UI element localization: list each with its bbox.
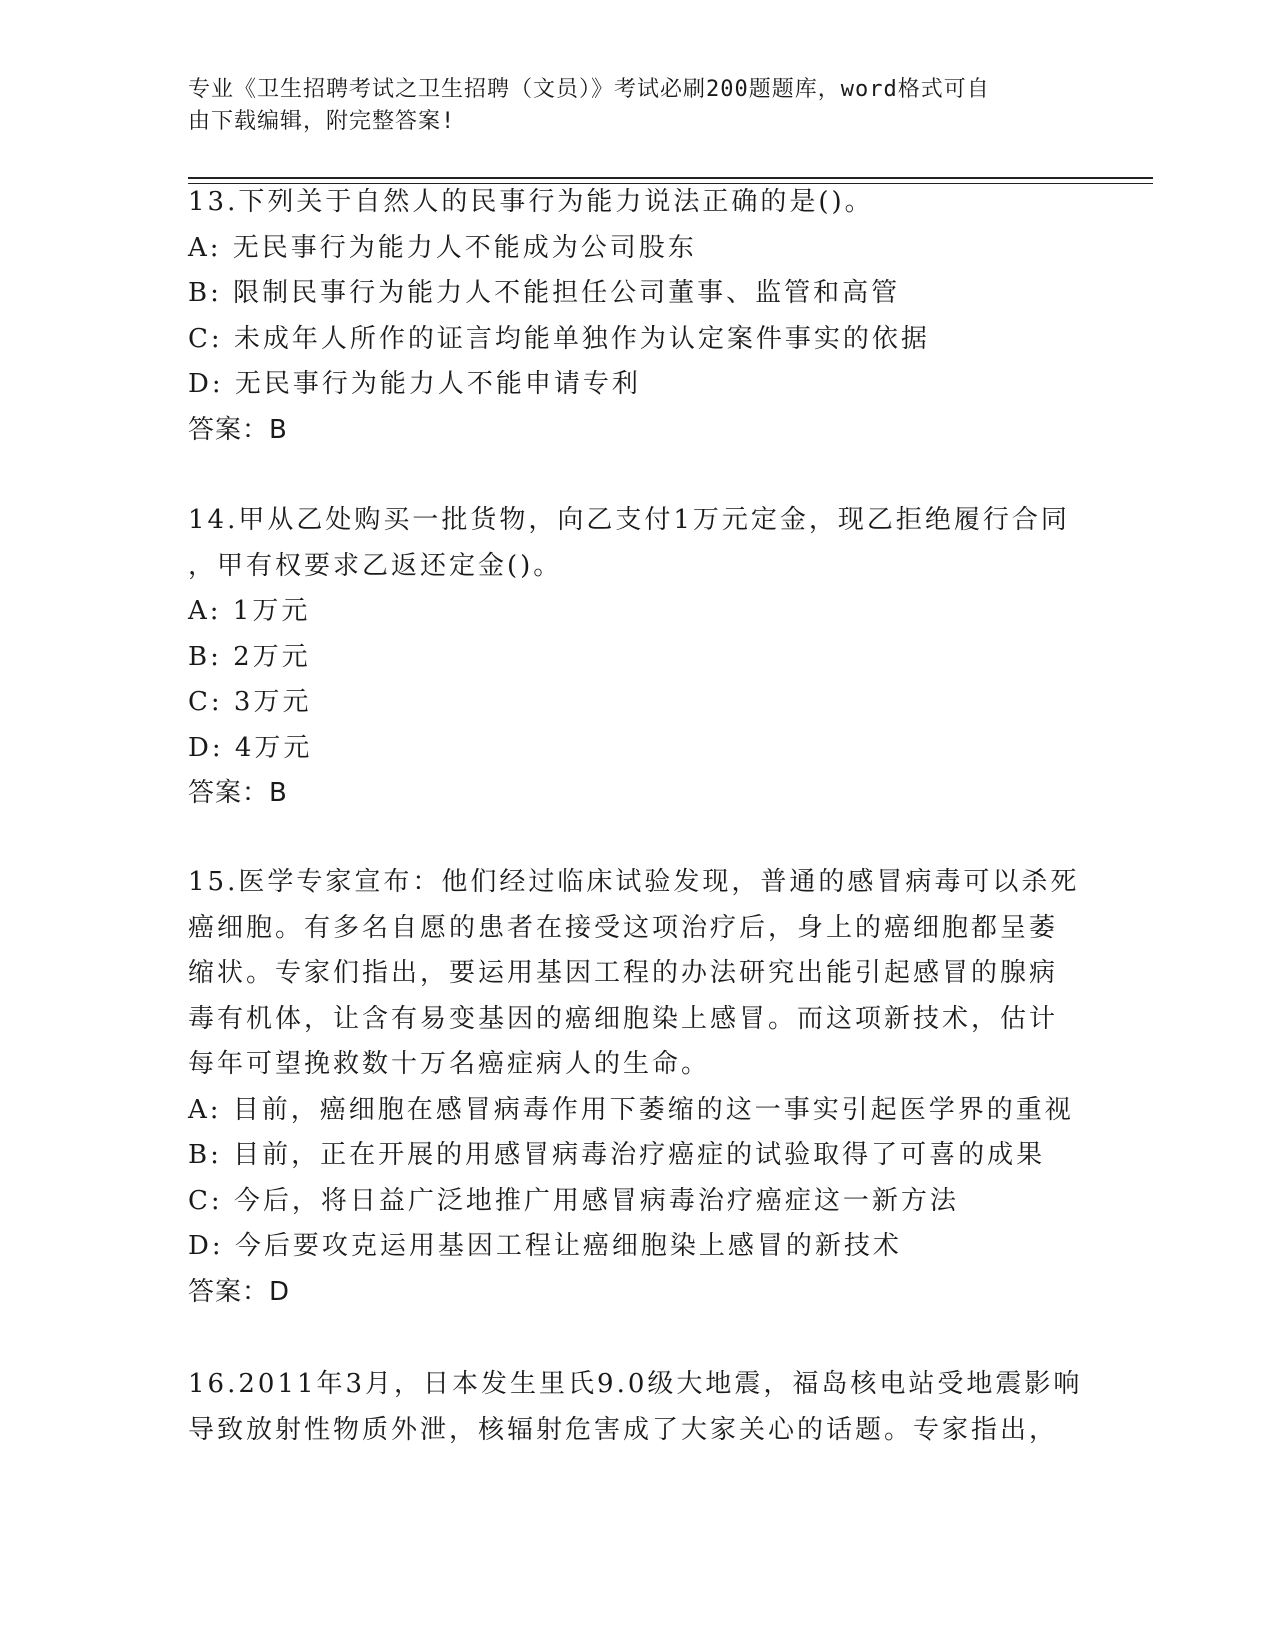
option-a: A: 无民事行为能力人不能成为公司股东 [188, 232, 697, 263]
question-stem: 缩状。专家们指出，要运用基因工程的办法研究出能引起感冒的腺病 [188, 958, 1059, 988]
option-c: C: 今后，将日益广泛地推广用感冒病毒治疗癌症这一新方法 [188, 1185, 959, 1216]
question-stem: ，甲有权要求乙返还定金()。 [188, 550, 563, 581]
option-b: B: 限制民事行为能力人不能担任公司董事、监管和高管 [188, 278, 901, 308]
option-d: D: 无民事行为能力人不能申请专利 [188, 369, 641, 399]
option-a: A: 目前，癌细胞在感冒病毒作用下萎缩的这一事实引起医学界的重视 [188, 1094, 1074, 1125]
option-c: C: 未成年人所作的证言均能单独作为认定案件事实的依据 [188, 323, 930, 354]
question-stem: 毒有机体，让含有易变基因的癌细胞染上感冒。而这项新技术，估计 [188, 1003, 1059, 1034]
question-stem: 导致放射性物质外泄，核辐射危害成了大家关心的话题。专家指出， [188, 1414, 1059, 1445]
question-15 [188, 860, 1088, 1315]
answer: 答案：D [188, 1276, 291, 1307]
question-stem: 14.甲从乙处购买一批货物，向乙支付1万元定金，现乙拒绝履行合同 [188, 505, 1070, 535]
document-header [188, 74, 1088, 138]
option-d: D: 今后要攻克运用基因工程让癌细胞染上感冒的新技术 [188, 1231, 902, 1261]
question-stem: 每年可望挽救数十万名癌症病人的生命。 [188, 1049, 711, 1079]
question-14 [188, 498, 1088, 817]
question-13 [188, 180, 1088, 453]
header-line-1: 专业《卫生招聘考试之卫生招聘（文员）》考试必刷200题题库，word格式可自 [188, 77, 990, 102]
option-a: A: 1万元 [188, 596, 311, 626]
option-d: D: 4万元 [188, 732, 313, 763]
question-stem: 癌细胞。有多名自愿的患者在接受这项治疗后，身上的癌细胞都呈萎 [188, 912, 1059, 943]
header-rule [188, 177, 1153, 179]
question-stem: 15.医学专家宣布：他们经过临床试验发现，普通的感冒病毒可以杀死 [188, 867, 1080, 897]
option-c: C: 3万元 [188, 687, 312, 717]
option-b: B: 目前，正在开展的用感冒病毒治疗癌症的试验取得了可喜的成果 [188, 1140, 1046, 1170]
answer: 答案：B [188, 778, 288, 808]
answer: 答案：B [188, 414, 288, 445]
header-line-2: 由下载编辑，附完整答案! [188, 109, 456, 134]
question-stem: 16.2011年3月，日本发生里氏9.0级大地震，福岛核电站受地震影响 [188, 1369, 1083, 1399]
question-stem: 13.下列关于自然人的民事行为能力说法正确的是()。 [188, 187, 874, 217]
option-b: B: 2万元 [188, 641, 311, 672]
question-16 [188, 1362, 1088, 1453]
